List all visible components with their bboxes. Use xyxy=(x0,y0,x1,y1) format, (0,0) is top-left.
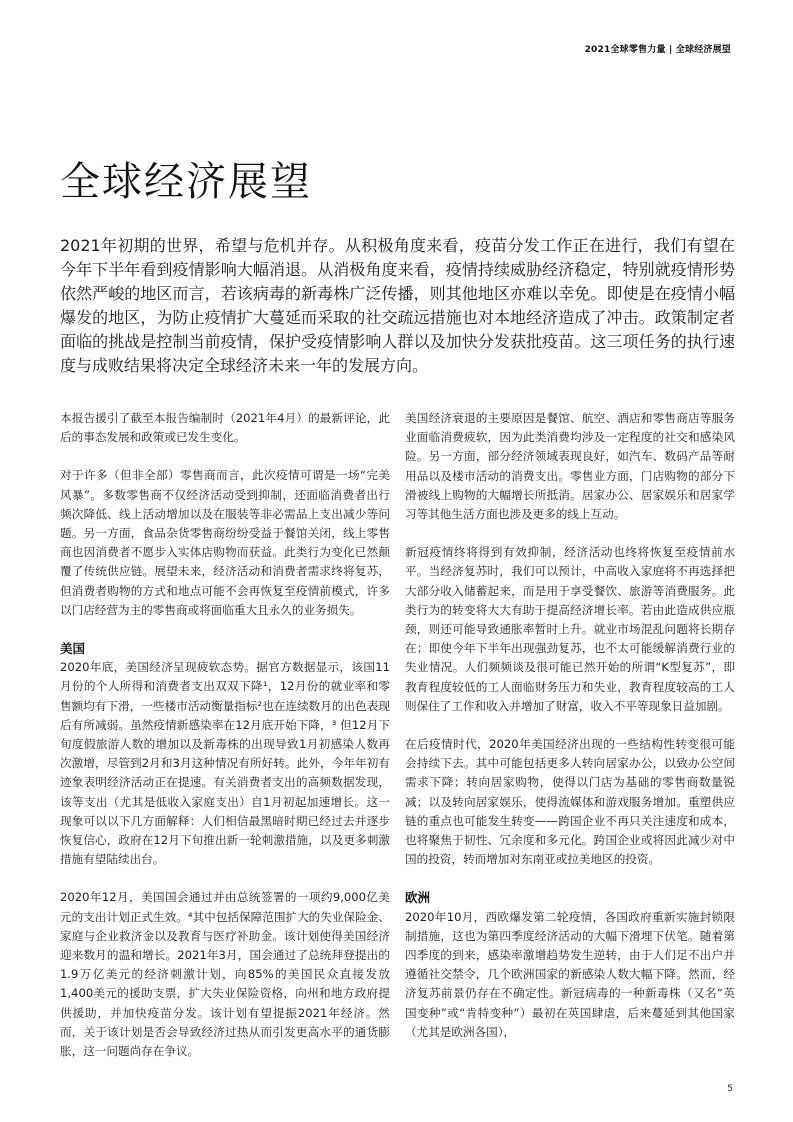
report-note-paragraph: 本报告援引了截至本报告编制时（2021年4月）的最新评论，此后的事态发展和政策或已发生变化。 xyxy=(60,411,390,445)
us-economy-paragraph: 2020年底，美国经济呈现疲软态势。据官方数据显示，该国11月份的个人所得和消费者支出双双下降¹，12月份的就业率和零售额均有下滑，一些楼市活动衡量指标²也在连续数月的出色表现后有所减弱。虽然疫情新感染率在12月底开始下降，³ 但12月下旬度假旅游人数的增加以及新毒株的出现导致1月初感染人数再次激增，尽管到2月和3月这种情况有所好转。此外，今年年初有迹象表明经济活动正在提速。有关消费者支出的高频数据发现，该等支出（尤其是低收入家庭支出）自1月初起加速增长。这一现象可以以下几方面解释：人们相信最黑暗时期已经过去并逐步恢复信心，政府在12月下旬推出新一轮刺激措施，以及更多刺激措施有望陆续出台。 xyxy=(60,660,390,867)
us-recession-paragraph: 美国经济衰退的主要原因是餐馆、航空、酒店和零售商店等服务业面临消费疲软，因为此类消费均涉及一定程度的社交和感染风险。另一方面，部分经济领域表现良好，如汽车、数码产品等耐用品以及楼市活动的消费支出。零售业方面，门店购物的部分下滑被线上购物的大幅增长所抵消。居家办公、居家娱乐和居家学习等其他生活方面也涉及更多的线上互动。 xyxy=(405,411,735,522)
retail-storm-paragraph: 对于许多（但非全部）零售商而言，此次疫情可谓是一场“完美风暴”。多数零售商不仅经济活动受到抑制，还面临消费者出行频次降低、线上活动增加以及在服装等非必需品上支出减少等问题。另一方面，食品杂货零售商纷纷受益于餐馆关闭，线上零售商也因消费者不愿步入实体店购物而获益。此类行为变化已然颠覆了传统供应链。展望未来，经济活动和消费者需求终将复苏，但消费者购物的方式和地点可能不会再恢复至疫情前模式，许多以门店经营为主的零售商或将面临重大且永久的业务损失。 xyxy=(60,468,390,617)
intro-paragraph: 2021年初期的世界，希望与危机并存。从积极角度来看，疫苗分发工作正在进行，我们有望在今年下半年看到疫情影响大幅消退。从消极角度来看，疫情持续威胁经济稳定，特别就疫情形势依然严峻的地区而言，若该病毒的新毒株广泛传播，则其他地区亦难以幸免。即使是在疫情小幅爆发的地区，为防止疫情扩大蔓延而采取的社交疏远措施也对本地经济造成了冲击。政策制定者面临的挑战是控制当前疫情，保护受疫情影响人群以及加快分发获批疫苗。这三项任务的执行速度与成败结果将决定全球经济未来一年的发展方向。 xyxy=(60,236,735,375)
us-stimulus-paragraph: 2020年12月，美国国会通过并由总统签署的一项约9,000亿美元的支出计划正式生效。⁴其中包括保障范围扩大的失业保险金、家庭与企业救济金以及教育与医疗补助金。该计划使得美国经济迎来数月的温和增长。2021年3月，国会通过了总统拜登提出的1.9万亿美元的经济刺激计划，向85%的美国民众直接发放1,400美元的援助支票，扩大失业保险资格，向州和地方政府提供援助，并加快疫苗分发。该计划有望提振2021年经济。然而，关于该计划是否会导致经济过热从而引发更高水平的通货膨胀，这一问题尚存在争议。 xyxy=(60,890,390,1059)
recovery-paragraph: 新冠疫情终将得到有效抑制，经济活动也终将恢复至疫情前水平。当经济复苏时，我们可以预计，中高收入家庭将不再选择把大部分收入储蓄起来，而是用于享受餐饮、旅游等消费服务。此类行为的转变将大大有助于提高经济增长率。若由此造成供应瓶颈，则还可能导致通胀率暂时上升。就业市场混乱问题将长期存在；即使今年下半年出现强劲复苏，也不太可能缓解消费行业的失业情况。人们频频谈及很可能已然开始的所谓“K型复苏”，即教育程度较低的工人面临财务压力和失业，教育程度较高的工人则保住了工作和收入并增加了财富，收入不平等现象日益加剧。 xyxy=(405,545,735,713)
right-column xyxy=(405,409,735,1061)
page-title: 全球经济展望 xyxy=(60,159,312,205)
page-number: 5 xyxy=(727,1084,733,1094)
running-header: 2021全球零售力量 | 全球经济展望 xyxy=(584,45,731,55)
europe-paragraph: 2020年10月，西欧爆发第二轮疫情，各国政府重新实施封锁限制措施，这也为第四季度经济活动的大幅下滑埋下伏笔。随着第四季度的到来，感染率激增趋势发生逆转，由于人们足不出户并遵循社交禁令，几个欧洲国家的新感染人数大幅下降。然而，经济复苏前景仍存在不确定性。新冠病毒的一种新毒株（又名“英国变种”或“肯特变种”）最初在英国肆虐，后来蔓延到其他国家（尤其是欧洲各国）， xyxy=(405,909,735,1039)
section-heading-us: 美国 xyxy=(60,641,86,657)
post-pandemic-paragraph: 在后疫情时代，2020年美国经济出现的一些结构性转变很可能会持续下去。其中可能包括更多人转向居家办公，以致办公空间需求下降；转向居家购物，使得以门店为基础的零售商数量锐减；以及转向居家娱乐，使得流媒体和游戏服务增加。重塑供应链的重点也可能发生转变——跨国企业不再只关注速度和成本，也将聚焦于韧性、冗余度和多元化。跨国企业或将因此减少对中国的投资，转而增加对东南亚或拉美地区的投资。 xyxy=(405,737,735,867)
section-heading-europe: 欧洲 xyxy=(405,890,431,906)
left-column xyxy=(60,409,390,1080)
